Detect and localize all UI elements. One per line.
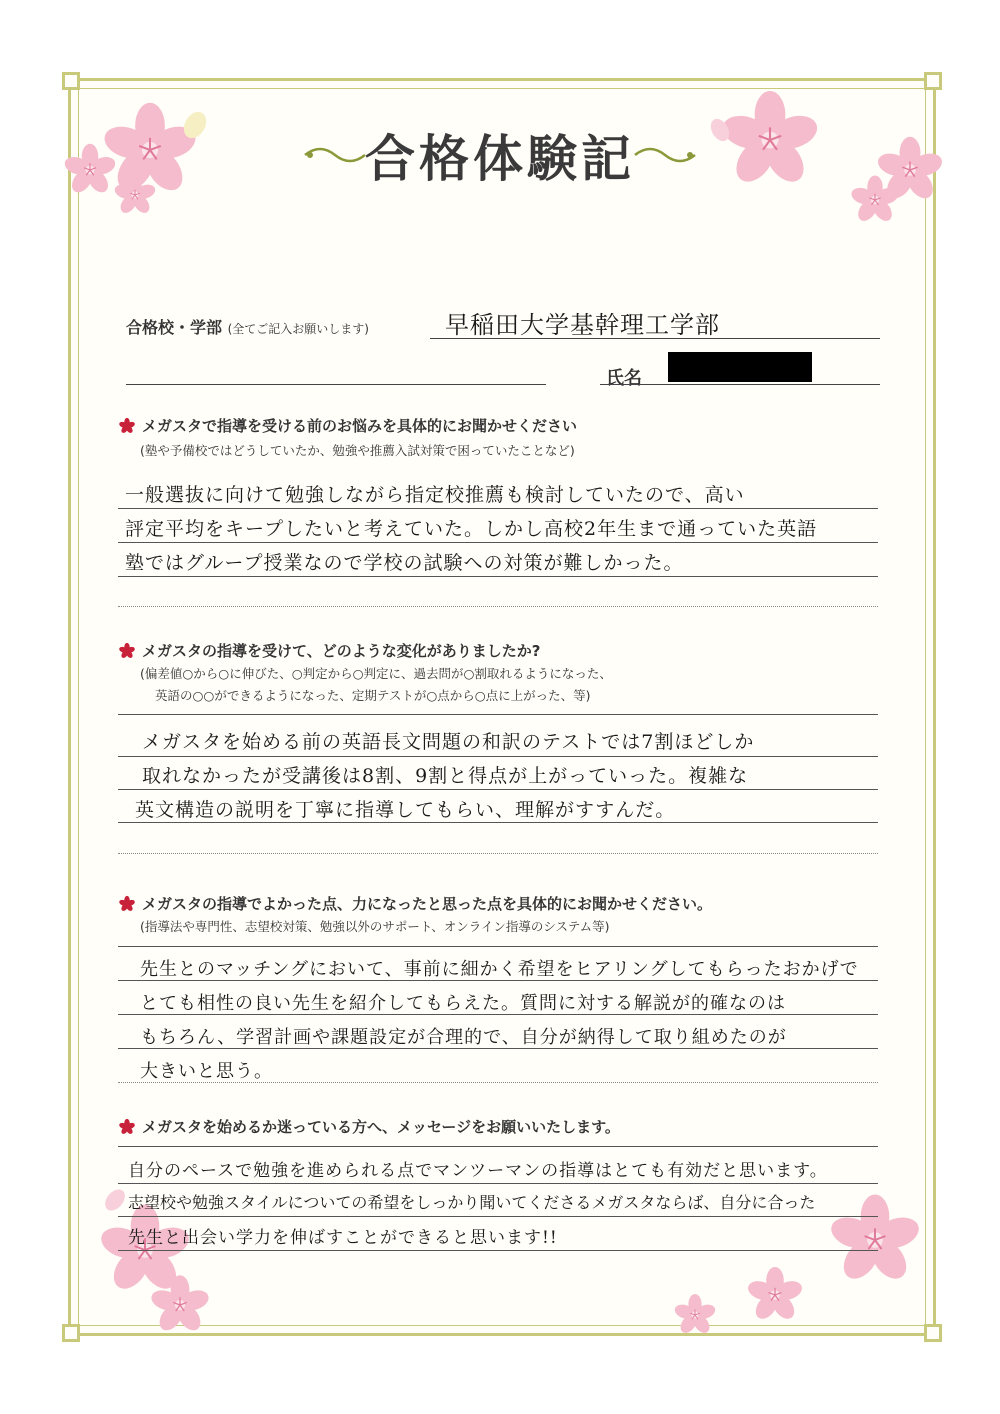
flower-bullet-icon xyxy=(118,1118,136,1136)
answer-line xyxy=(118,542,878,543)
answer-line xyxy=(118,714,878,715)
answer-line xyxy=(118,1183,878,1184)
school-label xyxy=(126,315,369,338)
cherry-blossom-icon xyxy=(740,1260,810,1330)
cherry-blossom-icon xyxy=(665,1290,725,1340)
page-frame-inner xyxy=(78,88,926,1326)
question-4-heading xyxy=(118,1116,620,1137)
answer-4-line-3: 先生と出会い学力を伸ばすことができると思います!! xyxy=(128,1228,558,1248)
name-underline xyxy=(600,384,880,385)
frame-corner xyxy=(924,1324,942,1342)
answer-line xyxy=(118,822,878,823)
answer-2-line-3: 英文構造の説明を丁寧に指導してもらい、理解がすすんだ。 xyxy=(135,799,676,821)
question-1-sub: (塾や予備校ではどうしていたか、勉強や推薦入試対策で困っていたことなど) xyxy=(140,443,575,458)
answer-line-dotted xyxy=(118,853,878,854)
answer-1-line-3: 塾ではグループ授業なので学校の試験への対策が難しかった。 xyxy=(125,552,684,574)
frame-corner xyxy=(62,1324,80,1342)
answer-1-line-1: 一般選抜に向けて勉強しながら指定校推薦も検討していたので、高い xyxy=(125,484,745,506)
answer-2-line-2: 取れなかったが受講後は8割、9割と得点が上がっていった。複雑な xyxy=(142,765,749,787)
question-4-text: メガスタを始めるか迷っている方へ、メッセージをお願いいたします。 xyxy=(142,1118,620,1136)
answer-2-line-1: メガスタを始める前の英語長文問題の和訳のテストでは7割ほどしか xyxy=(142,731,755,753)
cherry-blossom-icon xyxy=(845,170,905,230)
answer-4-line-1: 自分のペースで勉強を進められる点でマンツーマンの指導はとても有効だと思います。 xyxy=(128,1161,828,1181)
answer-3-line-2: とても相性の良い先生を紹介してもらえた。質問に対する解説が的確なのは xyxy=(140,993,786,1014)
question-1-text: メガスタで指導を受ける前のお悩みを具体的にお聞かせください xyxy=(142,417,578,435)
name-redaction xyxy=(668,352,812,382)
name-label: 氏名 xyxy=(606,368,642,389)
answer-line xyxy=(118,1146,878,1147)
answer-4-line-2: 志望校や勉強スタイルについての希望をしっかり聞いてくださるメガスタならば、自分に合った xyxy=(128,1193,816,1212)
question-2-heading xyxy=(118,640,540,661)
answer-3-line-4: 大きいと思う。 xyxy=(140,1061,273,1082)
answer-line xyxy=(118,1250,878,1251)
frame-corner xyxy=(62,72,80,90)
question-3-sub: (指導法や専門性、志望校対策、勉強以外のサポート、オンライン指導のシステム等) xyxy=(140,919,610,934)
flower-bullet-icon xyxy=(118,417,136,435)
ornament-right-icon xyxy=(630,140,700,170)
frame-corner xyxy=(924,72,942,90)
answer-line-dotted xyxy=(118,606,878,607)
question-1-heading xyxy=(118,415,577,436)
cherry-blossom-icon xyxy=(810,1180,940,1310)
cherry-blossom-icon xyxy=(145,1270,215,1340)
question-2-sub-2: 英語の○○ができるようになった、定期テストが○点から○点に上がった、等) xyxy=(155,688,591,703)
cherry-blossom-icon xyxy=(700,80,850,210)
flower-bullet-icon xyxy=(118,642,136,660)
page-title: 合格体験記 xyxy=(365,129,635,188)
blank-underline xyxy=(126,384,546,385)
question-2-text: メガスタの指導を受けて、どのような変化がありましたか? xyxy=(142,642,541,660)
answer-3-line-3: もちろん、学習計画や課題設定が合理的で、自分が納得して取り組めたのが xyxy=(140,1027,787,1048)
school-value: 早稲田大学基幹理工学部 xyxy=(445,311,720,339)
school-note: (全てご記入お願いします) xyxy=(227,322,369,336)
answer-line xyxy=(118,576,878,577)
flower-bullet-icon xyxy=(118,895,136,913)
school-underline xyxy=(430,338,880,339)
answer-3-line-1: 先生とのマッチングにおいて、事前に細かく希望をヒアリングしてもらったおかげで xyxy=(140,959,859,980)
answer-line xyxy=(118,789,878,790)
answer-line xyxy=(118,508,878,509)
question-3-heading xyxy=(118,893,712,914)
answer-line xyxy=(118,946,878,947)
question-3-text: メガスタの指導でよかった点、力になったと思った点を具体的にお聞かせください。 xyxy=(142,895,713,913)
answer-line xyxy=(118,1216,878,1217)
school-label-text: 合格校・学部 xyxy=(126,318,223,337)
answer-1-line-2: 評定平均をキープしたいと考えていた。しかし高校2年生まで通っていた英語 xyxy=(125,518,818,540)
question-2-sub-1: (偏差値○から○に伸びた、○判定から○判定に、過去問が○割取れるようになった、 xyxy=(140,666,612,681)
cherry-blossom-icon xyxy=(110,170,160,220)
answer-line xyxy=(118,756,878,757)
